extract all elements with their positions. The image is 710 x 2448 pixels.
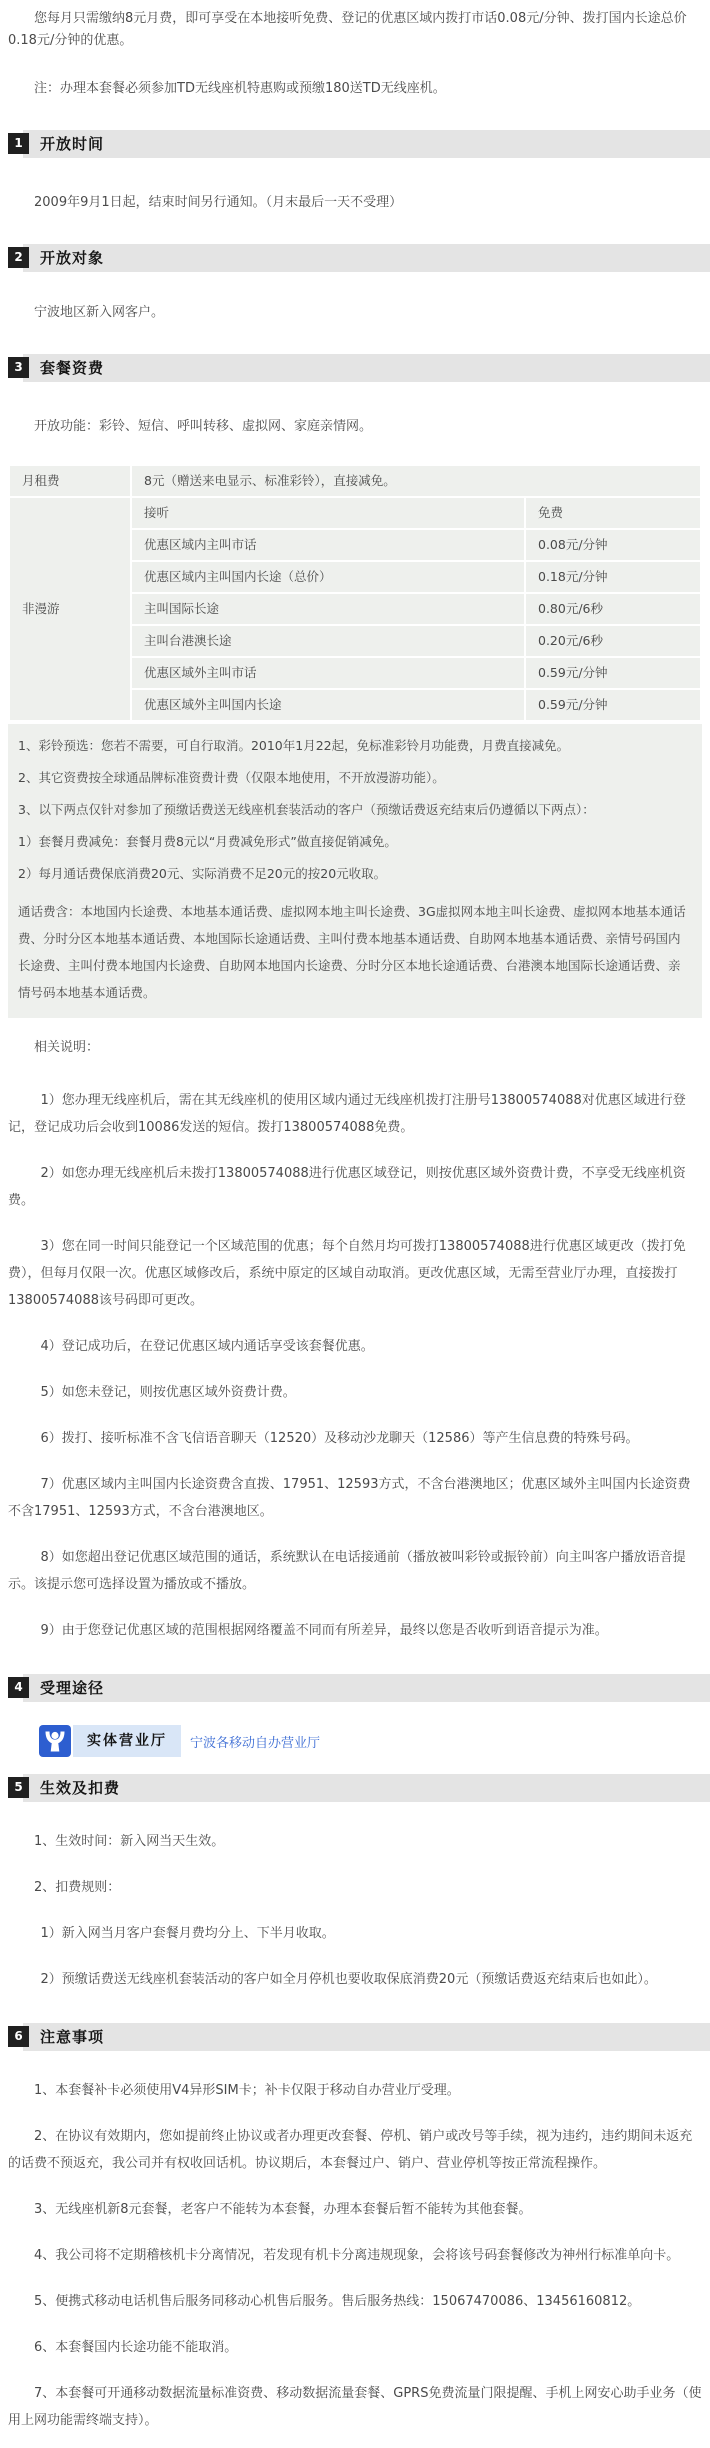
open-functions-text: 开放功能：彩铃、短信、呼叫转移、虚拟网、家庭亲情网。 <box>34 419 373 434</box>
open-target-text: 宁波地区新入网客户。 <box>34 305 165 320</box>
section-header-attention <box>0 2023 710 2051</box>
attention-item: 6、本套餐国内长途功能不能取消。 <box>34 2340 238 2355</box>
intro-paragraph: 您每月只需缴纳8元月费，即可享受在本地接听免费、登记的优惠区域内拨打市话0.08元/分钟、拨打国内长途总价0.18元/分钟的优惠。 <box>8 11 687 48</box>
section-title: 套餐资费 <box>23 354 710 382</box>
fee-item: 优惠区域内主叫国内长途（总价） <box>132 562 524 592</box>
section-header-tariff <box>0 354 710 382</box>
fee-price: 免费 <box>526 498 700 528</box>
effect-subitem: 1）新入网当月客户套餐月费均分上、下半月收取。 <box>40 1926 335 1941</box>
fee-note: 2、其它资费按全球通品牌标准资费计费（仅限本地使用，不开放漫游功能）。 <box>18 770 445 785</box>
section-title: 开放时间 <box>23 130 710 158</box>
fee-table <box>8 464 702 722</box>
section-number-badge: 1 <box>8 133 29 154</box>
section-number-badge: 2 <box>8 247 29 268</box>
fee-item: 主叫国际长途 <box>132 594 524 624</box>
table-row <box>10 466 700 496</box>
related-note: 7）优惠区域内主叫国内长途资费含直拨、17951、12593方式，不含台港澳地区；优惠区域外主叫国内长途资费不含17951、12593方式，不含台港澳地区。 <box>8 1477 691 1519</box>
section-title: 注意事项 <box>23 2023 710 2051</box>
fee-notes-box <box>8 724 702 1018</box>
attention-item: 1、本套餐补卡必须使用V4异形SIM卡；补卡仅限于移动自办营业厅受理。 <box>34 2083 460 2098</box>
related-note: 2）如您办理无线座机后未拨打13800574088进行优惠区域登记，则按优惠区域外资费计费，不享受无线座机资费。 <box>8 1166 686 1208</box>
section-title: 开放对象 <box>23 244 710 272</box>
fee-price: 0.18元/分钟 <box>526 562 700 592</box>
related-note: 6）拨打、接听标准不含飞信语音聊天（12520）及移动沙龙聊天（12586）等产生信息费的特殊号码。 <box>40 1431 639 1446</box>
fee-price: 0.59元/分钟 <box>526 690 700 720</box>
related-note: 9）由于您登记优惠区域的范围根据网络覆盖不同而有所差异，最终以您是否收听到语音提示为准。 <box>40 1623 608 1638</box>
attention-item: 5、便携式移动电话机售后服务同移动心机售后服务。售后服务热线：15067470086、13456160812。 <box>34 2294 641 2309</box>
fee-note: 3、以下两点仅针对参加了预缴话费送无线座机套装活动的客户（预缴话费返充结束后仍遵循以下两点）： <box>18 802 595 817</box>
tariff-page <box>0 8 710 2448</box>
table-row <box>10 498 700 528</box>
monthly-fee-value: 8元（赠送来电显示、标准彩铃），直接减免。 <box>132 466 700 496</box>
fee-item: 接听 <box>132 498 524 528</box>
fee-price: 0.59元/分钟 <box>526 658 700 688</box>
section-number-badge: 3 <box>8 357 29 378</box>
fee-item: 优惠区域外主叫市话 <box>132 658 524 688</box>
related-note: 3）您在同一时间只能登记一个区域范围的优惠；每个自然月均可拨打13800574088进行优惠区域更改（拨打免费），但每月仅限一次。优惠区域修改后，系统中原定的区域自动取消。更改优惠区域，无需至营业厅办理，直接拨打13800574088该号码即可更改。 <box>8 1239 686 1308</box>
related-notes-heading: 相关说明： <box>34 1040 100 1055</box>
group-label-non-roaming: 非漫游 <box>10 498 130 720</box>
fee-note: 1、彩铃预选：您若不需要，可自行取消。2010年1月22起，免标准彩铃月功能费，月费直接减免。 <box>18 738 570 753</box>
service-hall-person-icon <box>39 1725 71 1757</box>
attention-item: 7、本套餐可开通移动数据流量标准资费、移动数据流量套餐、GPRS免费流量门限提醒、手机上网安心助手业务（使用上网功能需终端支持）。 <box>8 2386 702 2428</box>
fee-block <box>8 464 702 1018</box>
intro-note: 注：办理本套餐必须参加TD无线座机特惠购或预缴180送TD无线座机。 <box>34 81 446 96</box>
section-header-effect-deduction <box>0 1774 710 1802</box>
attention-item: 3、无线座机新8元套餐，老客户不能转为本套餐，办理本套餐后暂不能转为其他套餐。 <box>34 2202 532 2217</box>
section-header-open-time <box>0 130 710 158</box>
effect-item: 2、扣费规则： <box>34 1880 121 1895</box>
attention-item: 2、在协议有效期内，您如提前终止协议或者办理更改套餐、停机、销户或改号等手续，视为违约，违约期间未返充的话费不预返充，我公司并有权收回话机。协议期后，本套餐过户、销户、营业停机等按正常流程操作。 <box>8 2129 693 2171</box>
attention-item: 4、我公司将不定期稽核机卡分离情况，若发现有机卡分离违规现象，会将该号码套餐修改为神州行标准单向卡。 <box>34 2248 680 2263</box>
fee-price: 0.08元/分钟 <box>526 530 700 560</box>
monthly-fee-label: 月租费 <box>10 466 130 496</box>
channel-type-label: 实体营业厅 <box>73 1725 181 1757</box>
fee-price: 0.80元/6秒 <box>526 594 700 624</box>
open-time-text: 2009年9月1日起，结束时间另行通知。（月末最后一天不受理） <box>34 195 403 210</box>
section-number-badge: 5 <box>8 1777 29 1798</box>
section-header-open-target <box>0 244 710 272</box>
calls-include-note: 通话费含：本地国内长途费、本地基本通话费、虚拟网本地主叫长途费、3G虚拟网本地主叫长途费、虚拟网本地基本通话费、分时分区本地基本通话费、本地国际长途通话费、主叫付费本地基本通话费、自助网本地基本通话费、亲情号码国内长途费、主叫付费本地国内长途费、自助网本地国内长途费、分时分区本地长途通话费、台港澳本地国际长途通话费、亲情号码本地基本通话费。 <box>18 904 686 1000</box>
fee-item: 优惠区域内主叫市话 <box>132 530 524 560</box>
channel-row <box>39 1724 702 1758</box>
section-number-badge: 4 <box>8 1677 29 1698</box>
channel-link[interactable]: 宁波各移动自办营业厅 <box>190 1735 321 1751</box>
fee-item: 优惠区域外主叫国内长途 <box>132 690 524 720</box>
related-note: 1）您办理无线座机后，需在其无线座机的使用区域内通过无线座机拨打注册号13800574088对优惠区域进行登记，登记成功后会收到10086发送的短信。拨打13800574088免费。 <box>8 1093 686 1135</box>
section-number-badge: 6 <box>8 2026 29 2047</box>
fee-note: 1）套餐月费减免：套餐月费8元以“月费减免形式”做直接促销减免。 <box>18 834 397 849</box>
fee-item: 主叫台港澳长途 <box>132 626 524 656</box>
fee-note: 2）每月通话费保底消费20元、实际消费不足20元的按20元收取。 <box>18 866 387 881</box>
section-header-channels <box>0 1674 710 1702</box>
effect-subitem: 2）预缴话费送无线座机套装活动的客户如全月停机也要收取保底消费20元（预缴话费返充结束后也如此）。 <box>40 1972 657 1987</box>
section-title: 生效及扣费 <box>23 1774 710 1802</box>
fee-price: 0.20元/6秒 <box>526 626 700 656</box>
section-title: 受理途径 <box>23 1674 710 1702</box>
related-note: 5）如您未登记，则按优惠区域外资费计费。 <box>40 1385 296 1400</box>
effect-item: 1、生效时间：新入网当天生效。 <box>34 1834 225 1849</box>
related-note: 4）登记成功后，在登记优惠区域内通话享受该套餐优惠。 <box>40 1339 374 1354</box>
related-note: 8）如您超出登记优惠区域范围的通话，系统默认在电话接通前（播放被叫彩铃或振铃前）向主叫客户播放语音提示。该提示您可选择设置为播放或不播放。 <box>8 1550 686 1592</box>
